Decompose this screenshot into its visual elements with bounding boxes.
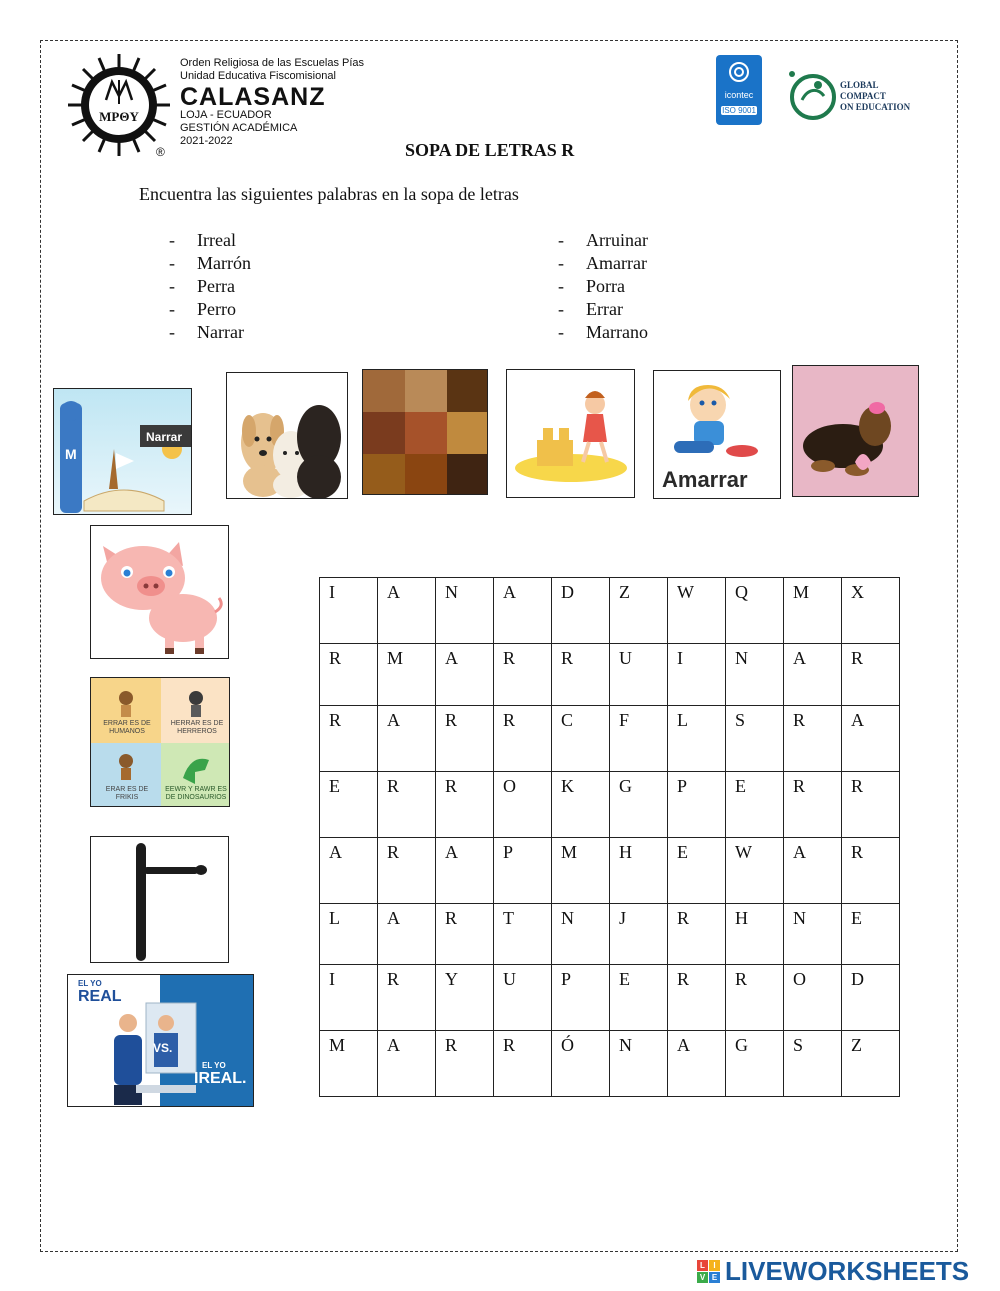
grid-cell[interactable]: R — [668, 904, 726, 965]
amarrar-label: Amarrar — [662, 467, 748, 492]
real-top-label: EL YO — [78, 979, 102, 988]
sandcastle-image — [506, 369, 635, 498]
grid-cell[interactable]: G — [726, 1031, 784, 1097]
grid-cell[interactable]: R — [784, 772, 842, 838]
brand-letter-v: V — [697, 1272, 708, 1283]
grid-cell[interactable]: Y — [436, 965, 494, 1031]
bullet-dash: - — [558, 253, 564, 273]
grid-cell[interactable]: E — [668, 838, 726, 904]
grid-row — [320, 965, 900, 1031]
word-item — [558, 252, 648, 275]
grid-cell[interactable]: R — [436, 772, 494, 838]
grid-cell[interactable]: N — [784, 904, 842, 965]
grid-cell[interactable]: I — [320, 965, 378, 1031]
grid-cell[interactable]: R — [842, 772, 900, 838]
grid-cell[interactable]: E — [726, 772, 784, 838]
grid-cell[interactable]: N — [436, 578, 494, 644]
word-text: Irreal — [197, 230, 236, 250]
grid-row — [320, 706, 900, 772]
gc-line1: GLOBAL — [840, 80, 879, 90]
grid-cell[interactable]: P — [668, 772, 726, 838]
grid-cell[interactable]: O — [494, 772, 552, 838]
school-name: CALASANZ — [180, 83, 326, 111]
errar-quote-2: HERRAR ES DE HERREROS — [170, 720, 224, 735]
grid-cell[interactable]: A — [378, 578, 436, 644]
instruction: Encuentra las siguientes palabras en la sopa de letras — [139, 184, 519, 204]
grid-cell[interactable]: R — [494, 706, 552, 772]
grid-cell[interactable]: R — [842, 644, 900, 706]
vs-label: VS. — [153, 1041, 173, 1055]
word-item — [558, 275, 648, 298]
grid-cell[interactable]: R — [436, 904, 494, 965]
registered-mark: ® — [156, 145, 165, 159]
org-line2: Unidad Educativa Fiscomisional — [180, 70, 336, 82]
grid-cell[interactable]: P — [552, 965, 610, 1031]
word-text: Errar — [586, 299, 623, 319]
grid-cell[interactable]: Q — [726, 578, 784, 644]
grid-cell[interactable]: R — [494, 644, 552, 706]
word-item — [558, 229, 648, 252]
grid-cell[interactable]: R — [668, 965, 726, 1031]
grid-cell[interactable]: R — [552, 644, 610, 706]
grid-cell[interactable]: A — [784, 644, 842, 706]
word-item — [169, 298, 251, 321]
grid-cell[interactable]: M — [378, 644, 436, 706]
grid-cell[interactable]: M — [784, 578, 842, 644]
grid-cell[interactable]: A — [842, 706, 900, 772]
grid-cell[interactable]: A — [378, 1031, 436, 1097]
word-item — [558, 298, 648, 321]
grid-cell[interactable]: I — [320, 578, 378, 644]
pig-image — [90, 525, 229, 659]
word-list-right — [558, 229, 648, 344]
grid-row — [320, 904, 900, 965]
grid-cell[interactable]: A — [436, 838, 494, 904]
grid-cell[interactable]: A — [668, 1031, 726, 1097]
grid-cell[interactable]: R — [494, 1031, 552, 1097]
seal-text: MPΘY — [99, 109, 139, 124]
grid-row — [320, 644, 900, 706]
global-compact-logo — [788, 70, 918, 122]
grid-cell[interactable]: W — [726, 838, 784, 904]
bullet-dash: - — [558, 276, 564, 296]
grid-cell[interactable]: U — [610, 644, 668, 706]
bullet-dash: - — [558, 230, 564, 250]
grid-cell[interactable]: J — [610, 904, 668, 965]
baton-image — [90, 836, 229, 963]
word-text: Porra — [586, 276, 625, 296]
grid-cell[interactable]: E — [610, 965, 668, 1031]
errar-quote-3: ERAR ES DE FRIKIS — [105, 786, 149, 801]
grid-cell[interactable]: E — [320, 772, 378, 838]
grid-cell[interactable]: R — [726, 965, 784, 1031]
bullet-dash: - — [169, 322, 175, 342]
errar-quote-4: EEWR Y RAWR ES DE DINOSAURIOS — [165, 786, 227, 801]
gc-line2: COMPACT — [840, 91, 886, 101]
word-item — [558, 321, 648, 344]
liveworksheets-icon — [697, 1260, 721, 1284]
bullet-dash: - — [169, 276, 175, 296]
bullet-dash: - — [169, 230, 175, 250]
word-item — [169, 321, 251, 344]
grid-cell[interactable]: X — [842, 578, 900, 644]
grid-row — [320, 578, 900, 644]
word-text: Narrar — [197, 322, 244, 342]
grid-cell[interactable]: A — [784, 838, 842, 904]
grid-cell[interactable]: I — [668, 644, 726, 706]
irreal-top-label: EL YO — [202, 1061, 226, 1070]
word-list-left — [169, 229, 251, 344]
grid-cell[interactable]: D — [842, 965, 900, 1031]
brand-letter-l: L — [697, 1260, 708, 1271]
grid-cell[interactable]: N — [552, 904, 610, 965]
svg-text:M: M — [65, 446, 77, 462]
grid-cell[interactable]: C — [552, 706, 610, 772]
calasanz-seal-logo — [66, 52, 172, 158]
grid-row — [320, 1031, 900, 1097]
org-line1: Orden Religiosa de las Escuelas Pías — [180, 57, 365, 69]
grid-cell[interactable]: R — [436, 1031, 494, 1097]
grid-row — [320, 838, 900, 904]
grid-cell[interactable]: Z — [842, 1031, 900, 1097]
grid-cell[interactable]: N — [726, 644, 784, 706]
grid-cell[interactable]: L — [668, 706, 726, 772]
grid-cell[interactable]: U — [494, 965, 552, 1031]
word-item — [169, 229, 251, 252]
grid-cell[interactable]: D — [552, 578, 610, 644]
errar-quote-1: ERRAR ES DE HUMANOS — [103, 720, 151, 735]
word-text: Amarrar — [586, 253, 647, 273]
narrar-label: Narrar — [146, 430, 183, 444]
grid-cell[interactable]: A — [378, 706, 436, 772]
word-text: Perra — [197, 276, 235, 296]
word-text: Perro — [197, 299, 236, 319]
brown-squares-image — [362, 369, 488, 495]
gc-line3: ON EDUCATION — [840, 102, 911, 112]
grid-cell[interactable]: L — [320, 904, 378, 965]
grid-cell[interactable]: H — [610, 838, 668, 904]
grid-cell[interactable]: R — [320, 644, 378, 706]
grid-cell[interactable]: A — [436, 644, 494, 706]
irreal-label: IREAL. — [194, 1070, 247, 1087]
grid-cell[interactable]: S — [784, 1031, 842, 1097]
grid-row — [320, 772, 900, 838]
grid-cell[interactable]: M — [552, 838, 610, 904]
brand-letter-i: I — [709, 1260, 720, 1271]
grid-cell[interactable]: R — [842, 838, 900, 904]
grid-cell[interactable]: P — [494, 838, 552, 904]
grid-cell[interactable]: Z — [610, 578, 668, 644]
grid-cell[interactable]: R — [378, 772, 436, 838]
real-label: REAL — [78, 988, 122, 1005]
word-text: Arruinar — [586, 230, 648, 250]
grid-cell[interactable]: N — [610, 1031, 668, 1097]
perra-image — [792, 365, 919, 497]
grid-cell[interactable]: W — [668, 578, 726, 644]
grid-cell[interactable]: T — [494, 904, 552, 965]
grid-cell[interactable]: K — [552, 772, 610, 838]
grid-cell[interactable]: M — [320, 1031, 378, 1097]
word-text: Marrón — [197, 253, 251, 273]
brand-letter-e: E — [709, 1272, 720, 1283]
icontec-label: icontec — [724, 90, 754, 100]
word-item — [169, 275, 251, 298]
grid-cell[interactable]: E — [842, 904, 900, 965]
grid-cell[interactable]: R — [378, 838, 436, 904]
word-text: Marrano — [586, 322, 648, 342]
grid-cell[interactable]: G — [610, 772, 668, 838]
iso-label: ISO 9001 — [722, 106, 756, 115]
real-irreal-image — [67, 974, 254, 1107]
grid-cell[interactable]: Ó — [552, 1031, 610, 1097]
grid-cell[interactable]: S — [726, 706, 784, 772]
grid-cell[interactable]: R — [784, 706, 842, 772]
grid-cell[interactable]: R — [320, 706, 378, 772]
bullet-dash: - — [169, 299, 175, 319]
grid-cell[interactable]: H — [726, 904, 784, 965]
grid-cell[interactable]: F — [610, 706, 668, 772]
grid-cell[interactable]: O — [784, 965, 842, 1031]
location: LOJA - ECUADOR — [180, 109, 272, 121]
department: GESTIÓN ACADÉMICA — [180, 122, 298, 134]
bullet-dash: - — [558, 322, 564, 342]
narrar-image — [53, 388, 192, 515]
grid-cell[interactable]: A — [378, 904, 436, 965]
amarrar-image — [653, 370, 781, 499]
bullet-dash: - — [558, 299, 564, 319]
grid-cell[interactable]: R — [436, 706, 494, 772]
grid-cell[interactable]: A — [494, 578, 552, 644]
liveworksheets-brand[interactable]: LIVEWORKSHEETS — [725, 1256, 970, 1286]
word-search-grid — [319, 577, 900, 1097]
errar-comic-image — [90, 677, 230, 807]
grid-cell[interactable]: R — [378, 965, 436, 1031]
grid-cell[interactable]: A — [320, 838, 378, 904]
page-title: SOPA DE LETRAS R — [405, 140, 575, 160]
word-item — [169, 252, 251, 275]
icontec-logo — [716, 55, 762, 125]
dogs-image — [226, 372, 348, 499]
bullet-dash: - — [169, 253, 175, 273]
school-year: 2021-2022 — [180, 135, 233, 147]
